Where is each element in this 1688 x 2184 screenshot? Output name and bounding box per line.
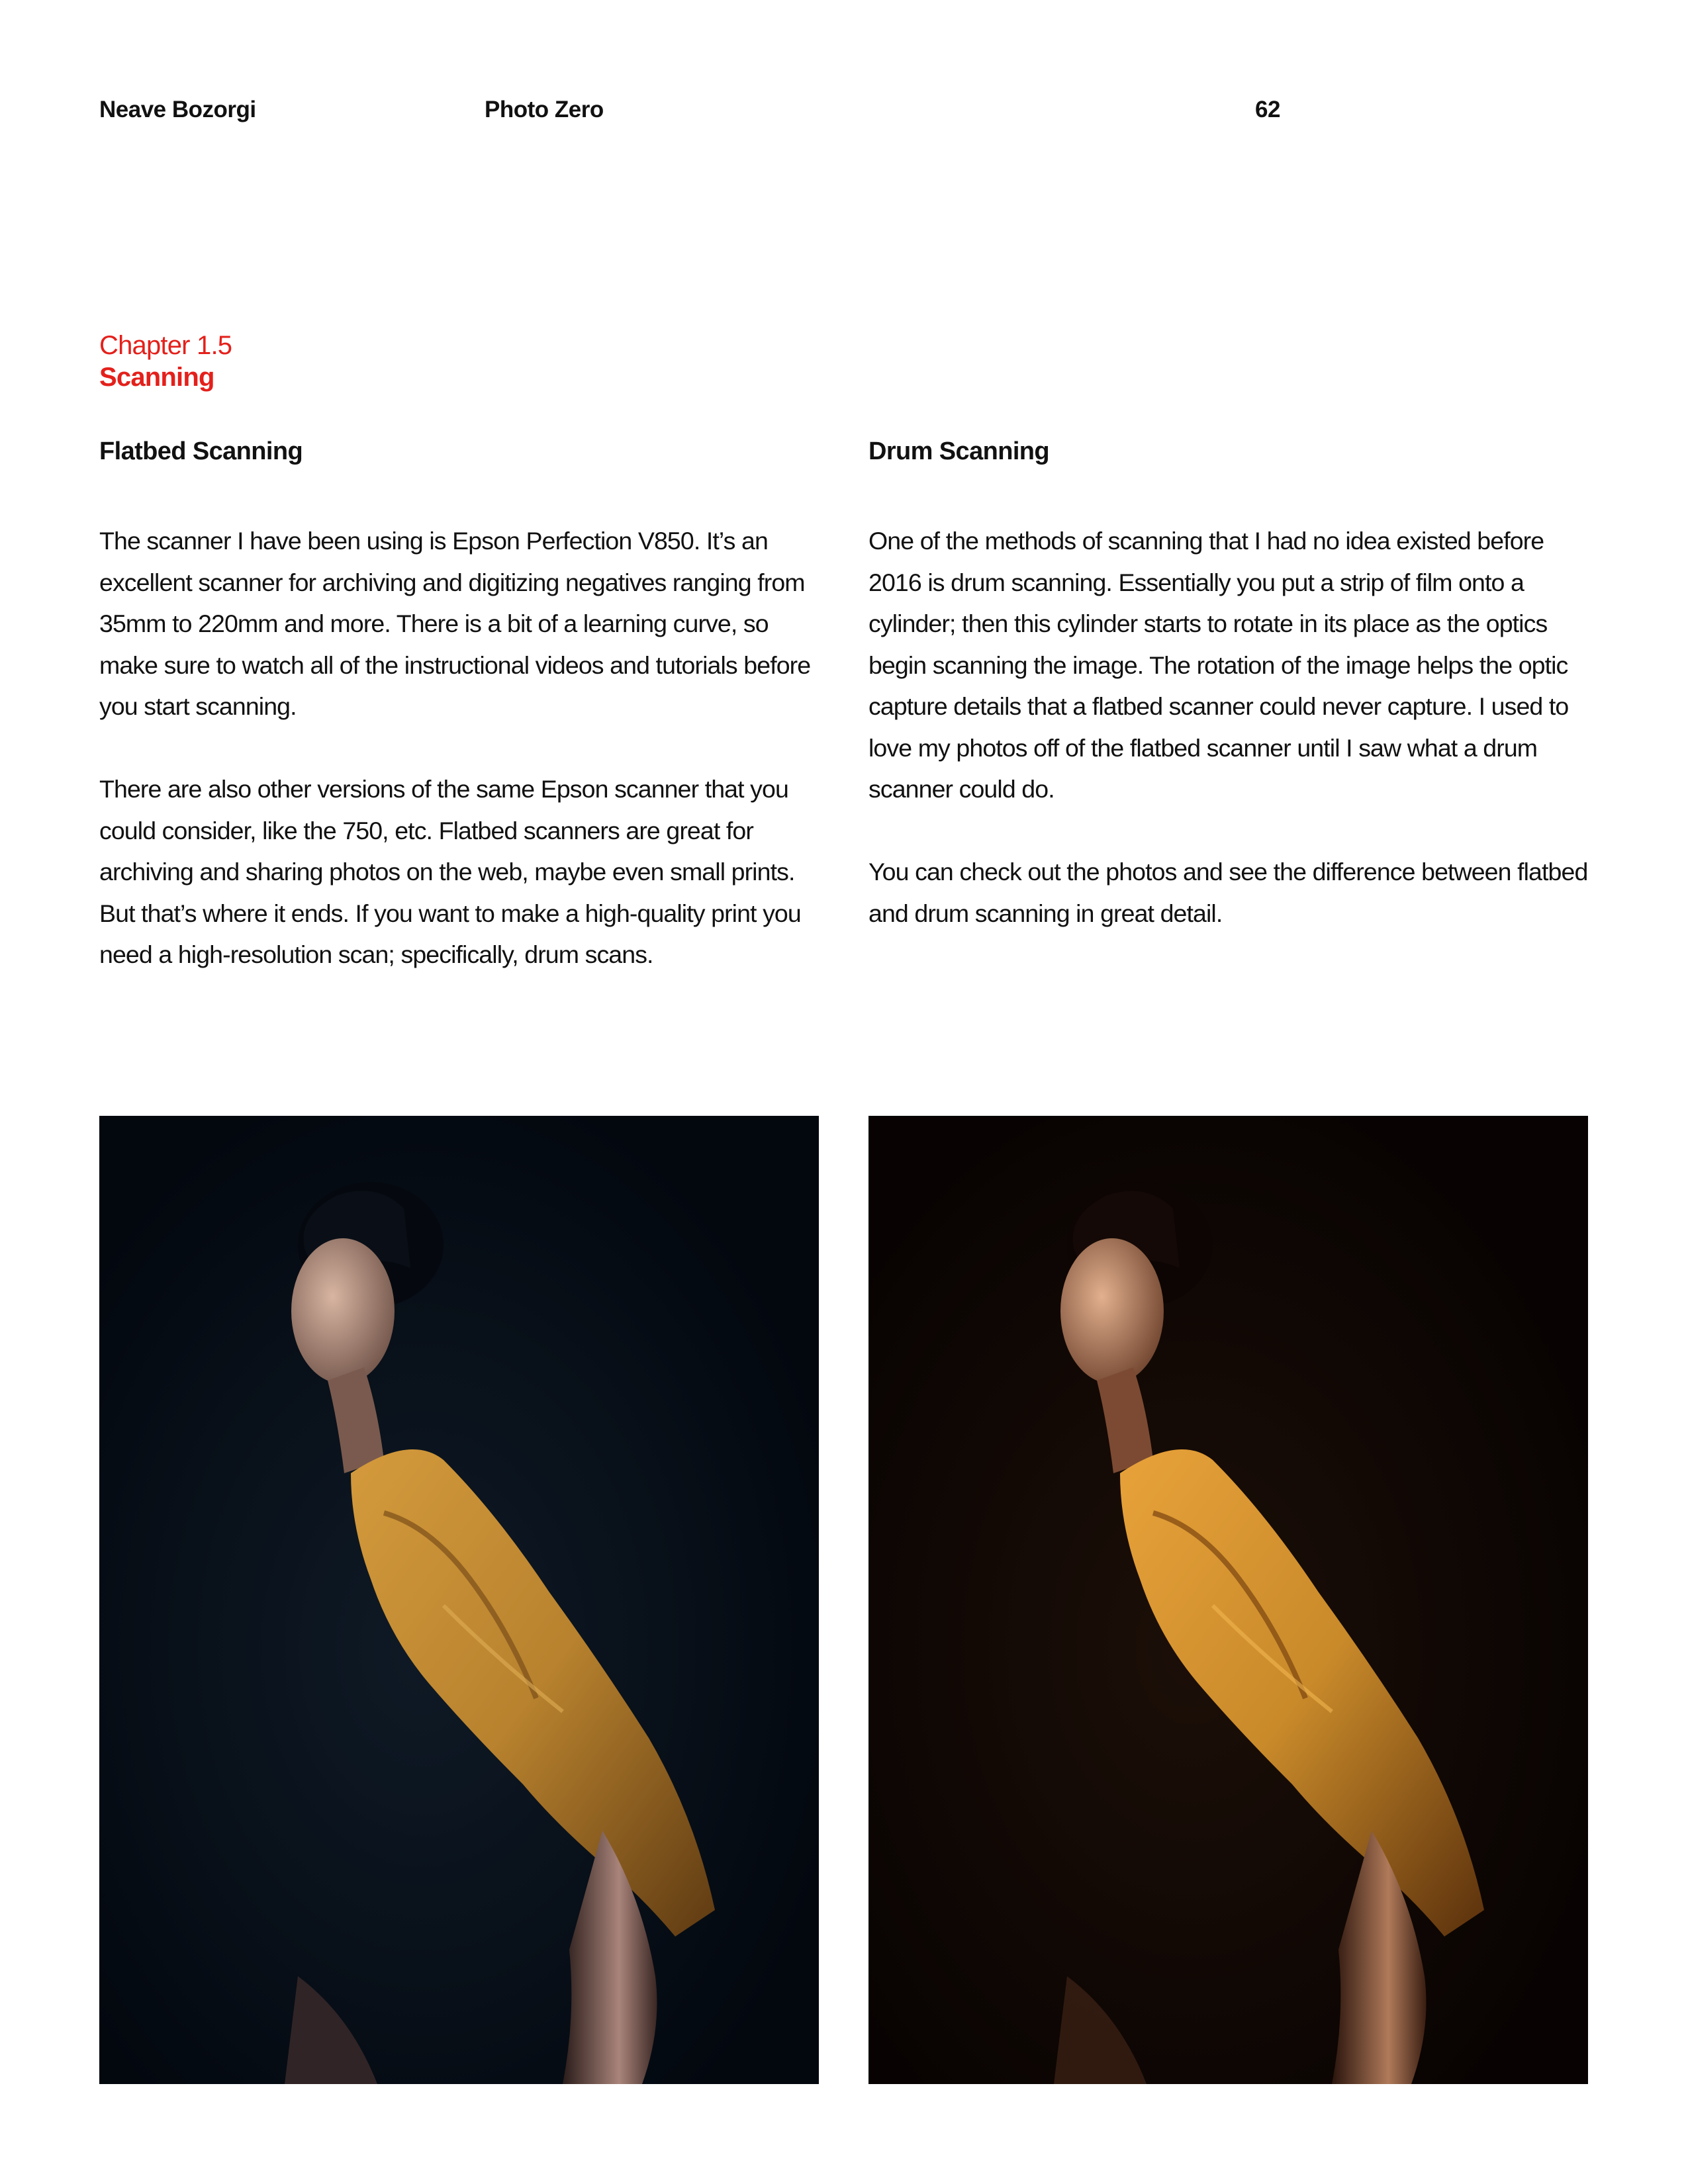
flatbed-scan-photo (99, 1116, 819, 2084)
chapter-number: Chapter 1.5 (99, 331, 232, 360)
drum-section (868, 437, 1597, 976)
running-head-book-title: Photo Zero (485, 97, 604, 122)
drum-heading: Drum Scanning (868, 437, 1050, 465)
drum-scan-photo (868, 1116, 1588, 2084)
drum-portrait-illustration (868, 1116, 1588, 2084)
chapter-heading (99, 330, 232, 393)
flatbed-heading: Flatbed Scanning (99, 437, 303, 465)
drum-paragraph-2: You can check out the photos and see the difference between flatbed and drum scanning in great detail. (868, 858, 1588, 927)
drum-paragraph-1: One of the methods of scanning that I had no idea existed before 2016 is drum scanning. Essentially you put a strip of film onto a cylinder; then this cylinder starts to rotate in its place as the optics begin scanning the image. The rotation of the image helps the optic capture details that a flatbed scanner could never capture. I used to love my photos off of the flatbed scanner until I saw what a drum scanner could do. (868, 527, 1569, 803)
flatbed-paragraph-2: There are also other versions of the same Epson scanner that you could consider, like the 750, etc. Flatbed scanners are great for archiving and sharing photos on the web, maybe even small prints. But that’s where it ends. If you want to make a high-quality print you need a high-resolution scan; specifically, drum scans. (99, 775, 801, 968)
chapter-title: Scanning (99, 363, 214, 392)
running-head-author: Neave Bozorgi (99, 97, 256, 122)
flatbed-paragraph-1: The scanner I have been using is Epson Perfection V850. It’s an excellent scanner for archiving and digitizing negatives ranging from 35mm to 220mm and more. There is a bit of a learning curve, so make sure to watch all of the instructional videos and tutorials before you start scanning. (99, 527, 811, 720)
flatbed-section (99, 437, 827, 1017)
flatbed-portrait-illustration (99, 1116, 819, 2084)
page-number: 62 (1255, 97, 1280, 122)
